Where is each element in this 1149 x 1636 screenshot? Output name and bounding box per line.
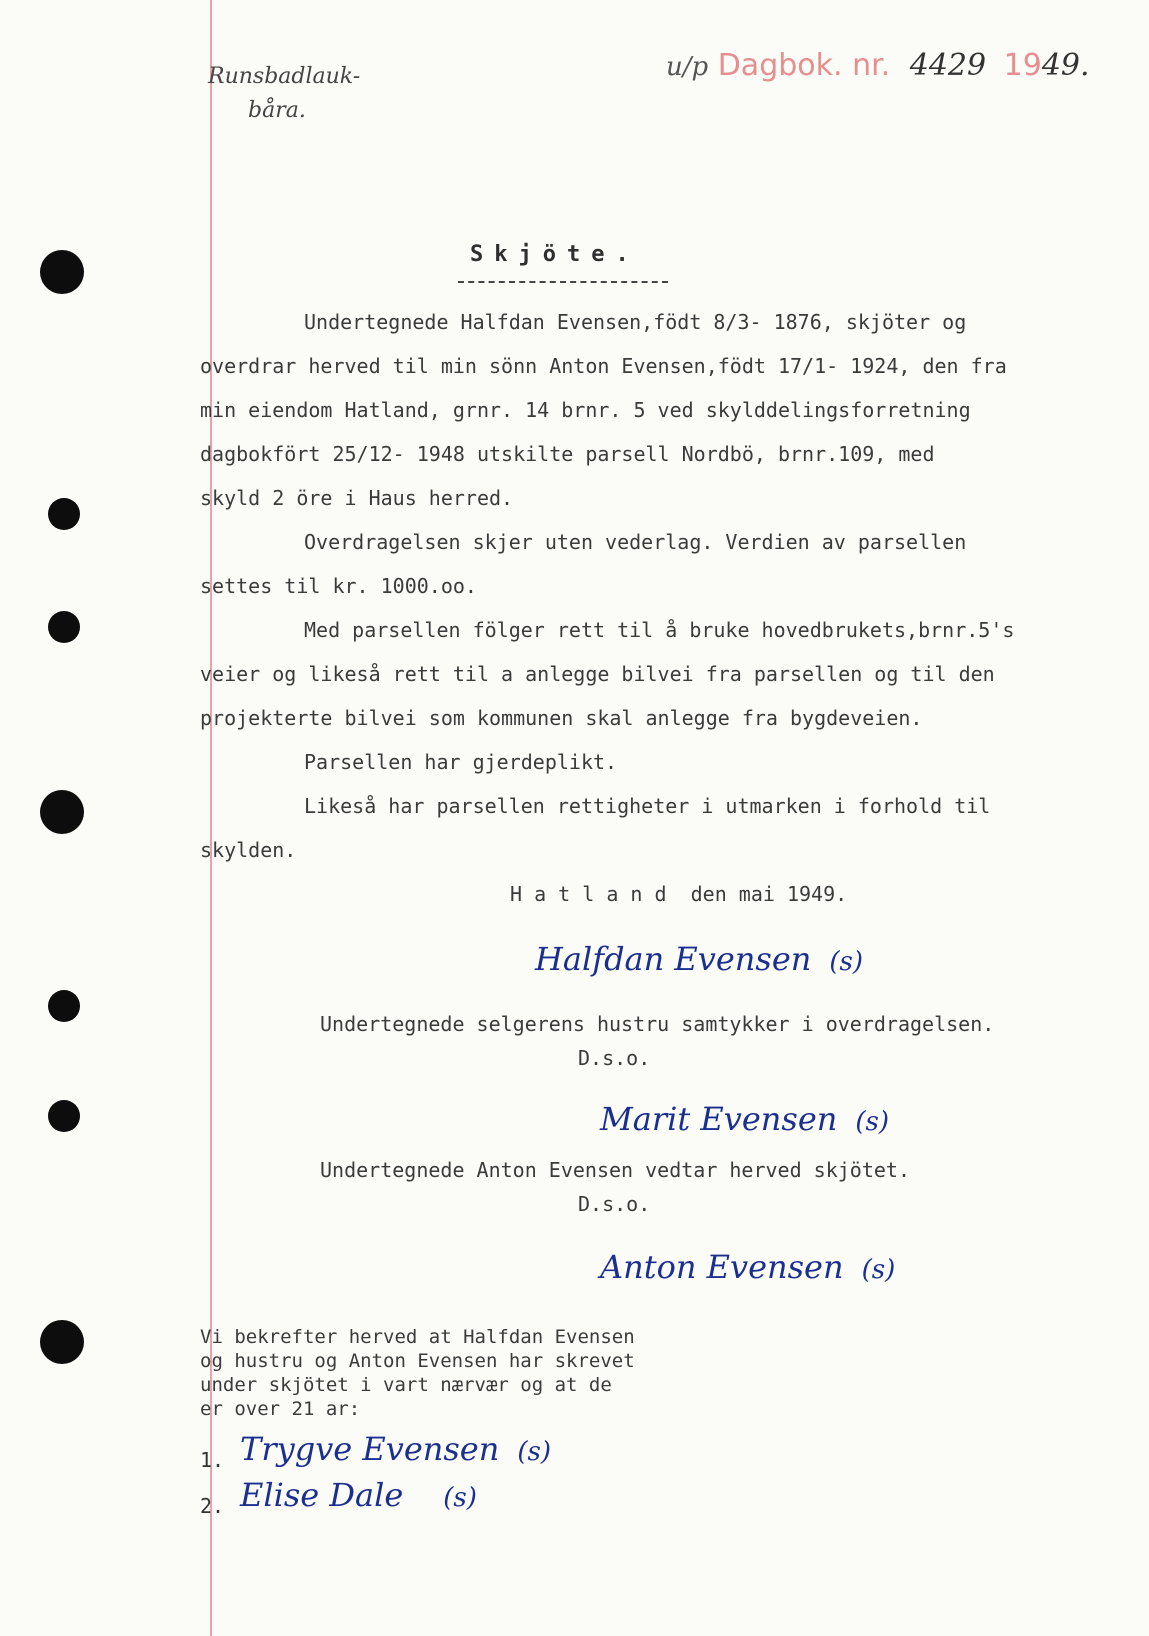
seller-signature bbox=[535, 940, 863, 978]
header-prefix: u/p bbox=[666, 52, 709, 82]
witness-signature bbox=[240, 1476, 477, 1514]
punch-hole bbox=[48, 990, 80, 1022]
buyer-accept: Undertegnede Anton Evensen vedtar herved skjötet. bbox=[320, 1158, 911, 1182]
seller-mark: (s) bbox=[829, 947, 863, 977]
witness-mark: (s) bbox=[517, 1437, 551, 1467]
margin-note-line: Runsbadlauk- bbox=[208, 64, 361, 89]
witness-line: under skjötet i vart nærvær og at de bbox=[200, 1374, 612, 1396]
body-line: settes til kr. 1000.oo. bbox=[200, 574, 477, 598]
body-line: overdrar herved til min sönn Anton Evensen,födt 17/1- 1924, den fra bbox=[200, 354, 1007, 378]
body-line: dagbokfört 25/12- 1948 utskilte parsell Nordbö, brnr.109, med bbox=[200, 442, 935, 466]
place-date bbox=[510, 882, 847, 906]
wife-mark: (s) bbox=[855, 1107, 889, 1137]
journal-number: 4429 bbox=[909, 48, 987, 83]
witness-mark: (s) bbox=[443, 1483, 477, 1513]
witness-line: Vi bekrefter herved at Halfdan Evensen bbox=[200, 1326, 635, 1348]
witness-line: og hustru og Anton Evensen har skrevet bbox=[200, 1350, 635, 1372]
buyer-mark: (s) bbox=[861, 1255, 896, 1285]
wife-signature bbox=[600, 1100, 889, 1138]
body-line: Med parsellen fölger rett til å bruke hovedbrukets,brnr.5's bbox=[304, 618, 1015, 642]
witness-signature bbox=[240, 1430, 551, 1468]
year-printed: 19 bbox=[1003, 48, 1042, 83]
wife-name: Marit Evensen bbox=[600, 1100, 838, 1138]
body-line: skylden. bbox=[200, 838, 297, 862]
body-line: Likeså har parsellen rettigheter i utmarken i forhold til bbox=[304, 794, 991, 818]
document-title: Skjöte. bbox=[470, 242, 640, 267]
body-line: Parsellen har gjerdeplikt. bbox=[304, 750, 618, 774]
date: den mai 1949. bbox=[690, 882, 848, 906]
body-line: veier og likeså rett til a anlegge bilvei fra parsellen og til den bbox=[200, 662, 995, 686]
witness-name: Trygve Evensen bbox=[240, 1430, 500, 1468]
year-handwritten: 49. bbox=[1041, 48, 1090, 83]
punch-hole bbox=[40, 1320, 84, 1364]
punch-hole bbox=[40, 790, 84, 834]
seller-name: Halfdan Evensen bbox=[535, 940, 812, 978]
punch-hole bbox=[48, 1100, 80, 1132]
wife-consent: Undertegnede selgerens hustru samtykker i overdragelsen. bbox=[320, 1012, 995, 1036]
dso-2: D.s.o. bbox=[578, 1192, 651, 1216]
witness-name: Elise Dale bbox=[240, 1476, 404, 1514]
body-line: projekterte bilvei som kommunen skal anlegge fra bygdeveien. bbox=[200, 706, 923, 730]
body-line: skyld 2 öre i Haus herred. bbox=[200, 486, 514, 510]
buyer-signature bbox=[600, 1248, 895, 1286]
body-line: min eiendom Hatland, grnr. 14 brnr. 5 ved skylddelingsforretning bbox=[200, 398, 971, 422]
punch-hole bbox=[40, 250, 84, 294]
place-name: H a t l a n d bbox=[510, 882, 667, 906]
punch-hole bbox=[48, 611, 80, 643]
witness-number: 2. bbox=[200, 1494, 225, 1518]
margin-note-line: båra. bbox=[248, 98, 306, 123]
witness-number: 1. bbox=[200, 1448, 225, 1472]
dso-1: D.s.o. bbox=[578, 1046, 651, 1070]
buyer-name: Anton Evensen bbox=[600, 1248, 844, 1286]
punch-hole bbox=[48, 498, 80, 530]
title-underline bbox=[458, 281, 668, 283]
header-label: Dagbok. nr. bbox=[717, 48, 891, 83]
journal-header bbox=[666, 48, 1090, 83]
margin-note bbox=[208, 60, 360, 128]
body-line: Overdragelsen skjer uten vederlag. Verdien av parsellen bbox=[304, 530, 967, 554]
witness-line: er over 21 ar: bbox=[200, 1398, 361, 1420]
body-line: Undertegnede Halfdan Evensen,födt 8/3- 1876, skjöter og bbox=[304, 310, 967, 334]
